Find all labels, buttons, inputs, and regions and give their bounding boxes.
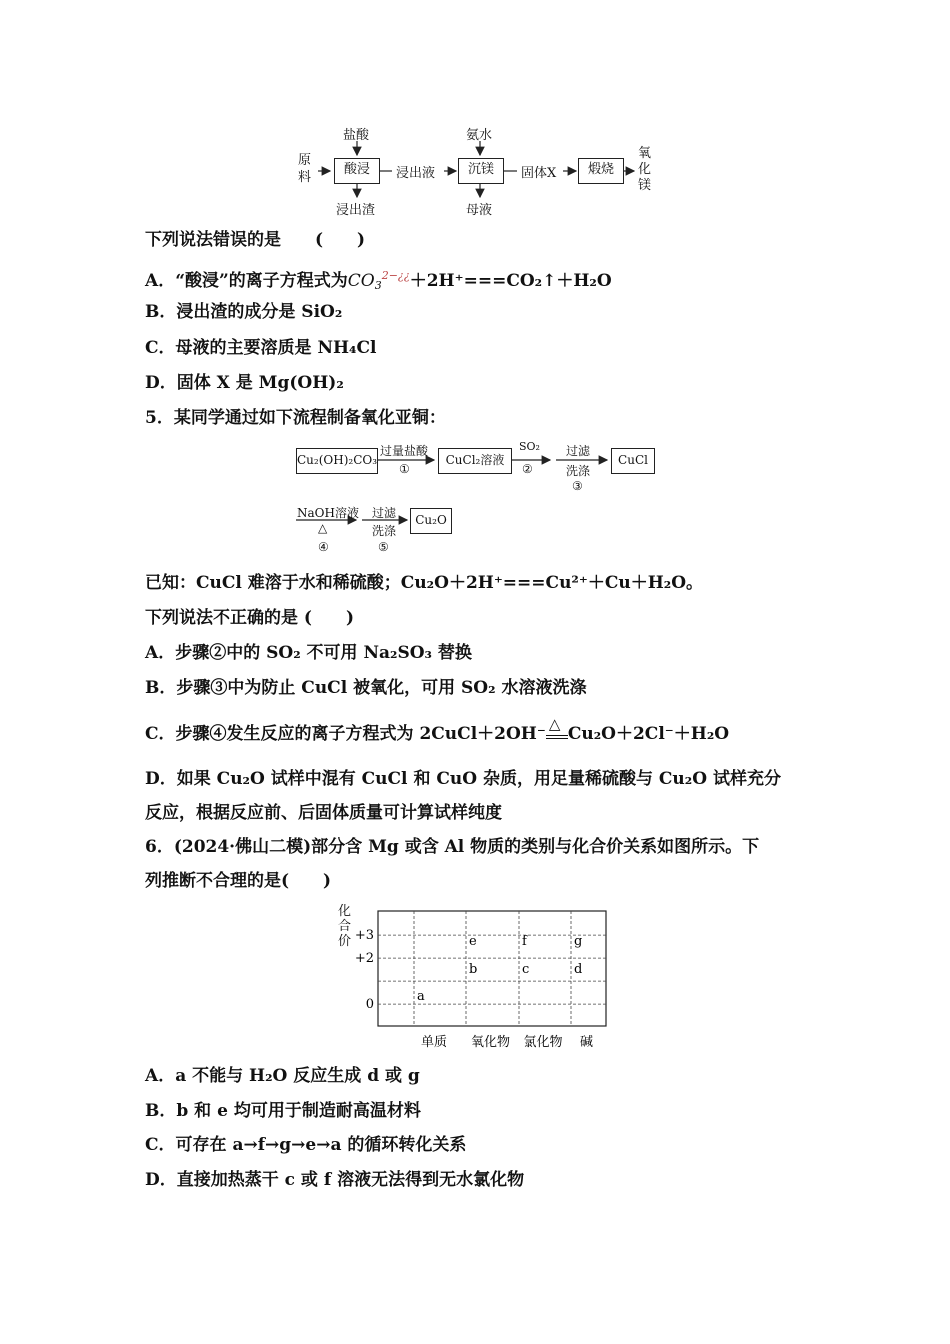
chart-point-g: g [574, 934, 583, 950]
chart-point-c: c [522, 962, 530, 978]
flow1-product: 氧化镁 [638, 146, 652, 193]
q5-known: 已知：CuCl 难溶于水和稀硫酸；Cu₂O＋2H⁺===Cu²⁺＋Cu＋H₂O。 [145, 573, 704, 593]
q5-stem: 5．某同学通过如下流程制备氧化亚铜： [145, 408, 446, 428]
flow1-reagent1: 盐酸 [343, 128, 370, 143]
chart-x-tick-label: 氯化物 [523, 1035, 563, 1050]
q5-stem2: 下列说法不正确的是 ( ) [145, 608, 355, 628]
q5-option-d-line1: D．如果 Cu₂O 试样中混有 CuCl 和 CuO 杂质，用足量稀硫酸与 Cu₂O 试样充分 [145, 769, 781, 789]
flow1-mother-liquor: 母液 [466, 203, 493, 218]
flow2-arrow4-bottom: ④ [318, 540, 329, 554]
flow2-box-cucl: CuCl [611, 448, 655, 474]
q6-option-d: D．直接加热蒸干 c 或 f 溶液无法得到无水氯化物 [145, 1170, 525, 1190]
flow2-box-cucl2: CuCl₂溶液 [438, 448, 512, 474]
q6-stem-line1: 6．(2024·佛山二模)部分含 Mg 或含 Al 物质的类别与化合价关系如图所示。下 [145, 837, 760, 857]
chart-point-d: d [574, 962, 583, 978]
flow2-arrows [0, 0, 950, 560]
chart-y-axis-label: 化合价 [338, 904, 352, 949]
chart-y-tick-label: 0 [365, 997, 374, 1013]
q6-option-c: C．可存在 a→f→g→e→a 的循环转化关系 [145, 1135, 467, 1155]
flow2-arrow2-top: SO₂ [519, 440, 540, 453]
flow1-raw-material: 原料 [298, 153, 312, 185]
chart-point-a: a [417, 989, 425, 1005]
q5-option-c-right: Cu₂O＋2Cl⁻＋H₂O [567, 724, 730, 744]
q4-option-a-rest: ＋2H⁺===CO₂↑＋H₂O [409, 271, 612, 291]
q4-option-a-garbled: $CO_3^{2-¿¿}$ [347, 269, 410, 292]
flow2-box-cu2o: Cu₂O [410, 508, 452, 534]
chart-x-tick-label: 碱 [579, 1035, 594, 1050]
chart-x-tick-label: 氧化物 [470, 1035, 511, 1050]
q4-option-c: C．母液的主要溶质是 NH₄Cl [145, 338, 377, 358]
chart-x-tick-label: 单质 [420, 1035, 448, 1050]
flow2-arrow3-top: 过滤 [566, 444, 591, 458]
flow1-step3-box: 煅烧 [578, 158, 624, 184]
q5-option-c-left: C．步骤④发生反应的离子方程式为 2CuCl＋2OH⁻ [145, 724, 546, 744]
flow2-arrow1-bottom: ① [399, 462, 410, 476]
flow2-arrow4-mid: △ [318, 521, 328, 535]
q5-option-c-heat-sign: △ [546, 726, 568, 739]
flow2-arrow5-mid: 洗涤 [372, 524, 397, 538]
flow2-arrow3-bottom: ③ [572, 479, 583, 493]
flow2-arrow2-bottom: ② [522, 462, 533, 476]
flow1-residue: 浸出渣 [336, 203, 376, 218]
chart-point-e: e [469, 934, 477, 950]
flow2-arrow4-top: NaOH溶液 [297, 506, 359, 520]
chart-point-f: f [522, 934, 527, 950]
flow2-arrow5-bottom: ⑤ [378, 540, 389, 554]
flow2-arrow1-top: 过量盐酸 [380, 444, 429, 458]
q4-option-d: D．固体 X 是 Mg(OH)₂ [145, 373, 344, 393]
q5-option-d-line2: 反应，根据反应前、后固体质量可计算试样纯度 [145, 803, 502, 823]
flow1-leachate: 浸出液 [396, 166, 436, 181]
flow1-reagent2: 氨水 [466, 128, 493, 143]
q4-stem: 下列说法错误的是 ( ) [145, 230, 366, 250]
q6-stem-line2: 列推断不合理的是( ) [145, 871, 332, 891]
chart-plot [330, 900, 620, 1055]
chart-point-b: b [469, 962, 478, 978]
q4-option-b: B．浸出渣的成分是 SiO₂ [145, 302, 343, 322]
q5-option-c [145, 715, 730, 745]
q6-option-b: B．b 和 e 均可用于制造耐高温材料 [145, 1101, 421, 1121]
flow1-solid-x: 固体X [521, 166, 557, 181]
flow2-box-basic-copper-carbonate: Cu₂(OH)₂CO₃ [296, 448, 378, 474]
flow2-arrow3-mid: 洗涤 [566, 464, 591, 478]
chart-frame [378, 911, 606, 1026]
chart-y-tick-label: +2 [354, 951, 374, 967]
q5-option-a: A．步骤②中的 SO₂ 不可用 Na₂SO₃ 替换 [145, 643, 472, 663]
q6-option-a: A．a 不能与 H₂O 反应生成 d 或 g [145, 1066, 420, 1086]
q5-option-b: B．步骤③中为防止 CuCl 被氧化，可用 SO₂ 水溶液洗涤 [145, 678, 587, 698]
flow2-arrow5-top: 过滤 [372, 506, 397, 520]
q4-option-a-prefix: A．“酸浸”的离子方程式为 [145, 271, 348, 291]
flow1-step2-box: 沉镁 [458, 158, 504, 184]
flow1-step1-box: 酸浸 [334, 158, 380, 184]
chart-y-tick-label: +3 [354, 928, 374, 944]
valence-chart [330, 900, 620, 1055]
